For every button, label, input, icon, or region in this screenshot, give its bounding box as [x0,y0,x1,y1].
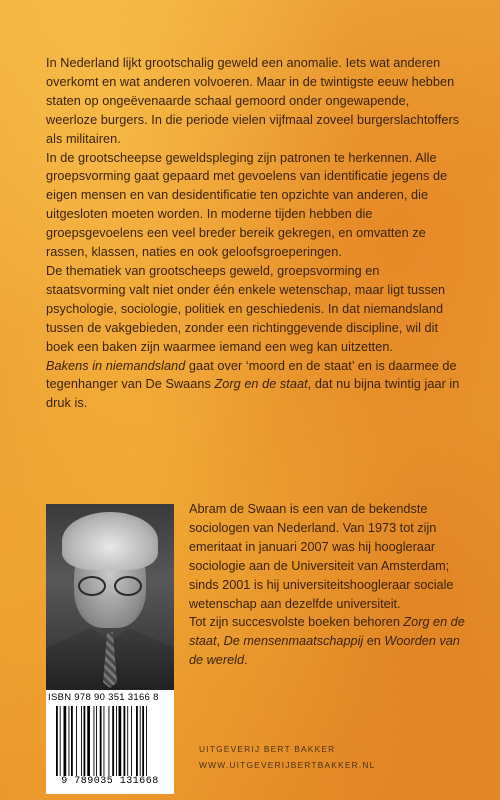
separator: , [216,634,224,649]
period: . [244,653,248,668]
barcode-icon [56,706,168,776]
author-bio-paragraph-1: Abram de Swaan is een van de bekendste sociologen van Nederland. Van 1973 tot zijn emeritaat in januari 2007 was hij hoogleraar sociologie aan de Universiteit van Amsterdam; sinds 2001 is hij universiteitshoogleraar sociale wetenschap aan dezelfde universiteit. [189,502,454,611]
book-1: Zorg en de staat [189,615,465,649]
ean-number: 9 789035 131668 [61,776,159,787]
author-portrait-icon [46,504,174,694]
publisher-info [199,741,459,773]
publisher-name: UITGEVERIJ BERT BAKKER [199,744,336,754]
conjunction: en [363,634,385,649]
back-cover-blurb [46,54,461,413]
book-2: De mensenmaatschappij [223,634,364,649]
related-book-title: Zorg en de staat [214,377,308,392]
blurb-paragraph-4-text: gaat over ‘moord en de staat’ en is daarmee de tegenhanger van De Swaans [46,358,457,392]
book-title: Bakens in niemandsland [46,358,186,373]
barcode-label [46,690,174,794]
author-bio [189,500,465,670]
book-3: Woorden van de wereld [189,634,460,668]
blurb-paragraph-3: De thematiek van grootscheeps geweld, groepsvorming en staatsvorming valt niet onder één enkele wetenschap, maar ligt tussen psychologie, sociologie, politiek en geschiedenis. In dat niemandsland tussen de vakgebieden, zonder een richtinggevende discipline, wil dit boek een baken zijn waarmee iemand een weg kan uitzetten. [46,263,446,354]
author-bio-paragraph-2 [189,613,465,670]
blurb-paragraph-2: In de grootscheepse geweldspleging zijn patronen te herkennen. Alle groepsvorming gaat gepaard met gevoelens van identificatie jegens de eigen mensen en van desidentificatie ten opzichte van anderen, die uitgesloten moeten worden. In moderne tijden hebben die groepsgevoelens een veel breder bereik gekregen, en omvatten ze rassen, klassen, naties en ook geloofsgroeperingen. [46,150,448,260]
publisher-url[interactable]: WWW.UITGEVERIJBERTBAKKER.NL [199,760,376,770]
blurb-paragraph-1: In Nederland lijkt grootschalig geweld een anomalie. Iets wat anderen overkomt en wat anderen volvoeren. Maar in de twintigste eeuw hebben staten op ongeëvenaarde schaal gemoord onder ongewapende, weerloze burgers. In die periode vielen vijfmaal zoveel burgerslachtoffers als militairen. [46,56,460,146]
blurb-paragraph-4 [46,357,461,414]
blurb-paragraph-4-end: , dat nu bijna twintig jaar in druk is. [46,377,460,411]
isbn-text: ISBN 978 90 351 3166 8 [48,692,159,703]
author-bio-intro: Tot zijn succesvolste boeken behoren [189,615,404,630]
